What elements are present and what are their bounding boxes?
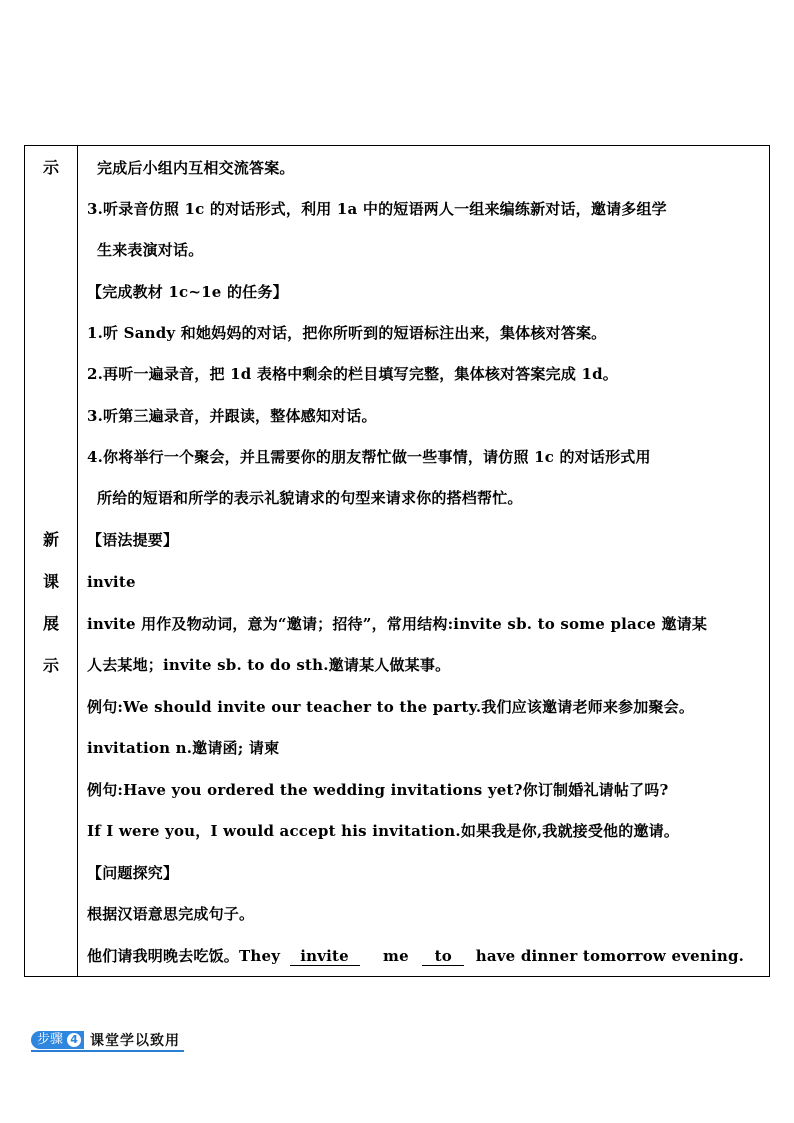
side-char: 展 (42, 614, 59, 633)
exercise-middle: me (383, 947, 409, 965)
side-char: 课 (42, 572, 59, 591)
answer-blank-2: to (422, 947, 464, 966)
section-heading: 【语法提要】 (87, 531, 179, 549)
side-char: 示 (42, 656, 59, 675)
text-line: If I were you，I would accept his invitation.如果我是你,我就接受他的邀请。 (87, 822, 680, 840)
step-tag (31, 1031, 84, 1049)
text-line: 例句:Have you ordered the wedding invitations yet?你订制婚礼请帖了吗? (87, 781, 669, 799)
text-line: 完成后小组内互相交流答案。 (97, 159, 295, 177)
side-char: 新 (42, 530, 59, 549)
text-line: invite 用作及物动词，意为“邀请；招待”，常用结构:invite sb. to some place 邀请某 (87, 615, 708, 633)
section-heading: 【问题探究】 (87, 864, 179, 882)
text-line: 根据汉语意思完成句子。 (87, 905, 255, 923)
text-line: 【完成教材 1c~1e 的任务】 (87, 283, 288, 301)
exercise-line (87, 946, 761, 966)
exercise-suffix: have dinner tomorrow evening. (475, 947, 745, 965)
step-label: 步骤 (37, 1032, 64, 1047)
text-line: invitation n.邀请函; 请柬 (87, 739, 280, 757)
text-line: 生来表演对话。 (97, 241, 204, 259)
lesson-table (24, 145, 770, 977)
text-line: 3.听录音仿照 1c 的对话形式，利用 1a 中的短语两人一组来编练新对话，邀请多组学 (87, 200, 667, 218)
text-line: invite (87, 573, 136, 591)
column-divider (77, 146, 78, 976)
step-header (31, 1030, 184, 1052)
text-line: 4.你将举行一个聚会，并且需要你的朋友帮忙做一些事情，请仿照 1c 的对话形式用 (87, 448, 651, 466)
text-line: 1.听 Sandy 和她妈妈的对话，把你所听到的短语标注出来，集体核对答案。 (87, 324, 607, 342)
text-line: 人去某地；invite sb. to do sth.邀请某人做某事。 (87, 656, 451, 674)
text-line: 所给的短语和所学的表示礼貌请求的句型来请求你的搭档帮忙。 (97, 489, 523, 507)
text-line: 例句:We should invite our teacher to the party.我们应该邀请老师来参加聚会。 (87, 698, 695, 716)
step-title: 课堂学以致用 (90, 1033, 181, 1049)
text-line: 2.再听一遍录音，把 1d 表格中剩余的栏目填写完整，集体核对答案完成 1d。 (87, 365, 618, 383)
answer-blank-1: invite (290, 947, 360, 966)
exercise-prefix: 他们请我明晚去吃饭。They (87, 947, 281, 965)
side-char: 示 (42, 158, 59, 177)
text-line: 3.听第三遍录音，并跟读，整体感知对话。 (87, 407, 377, 425)
step-number: 4 (67, 1033, 81, 1047)
